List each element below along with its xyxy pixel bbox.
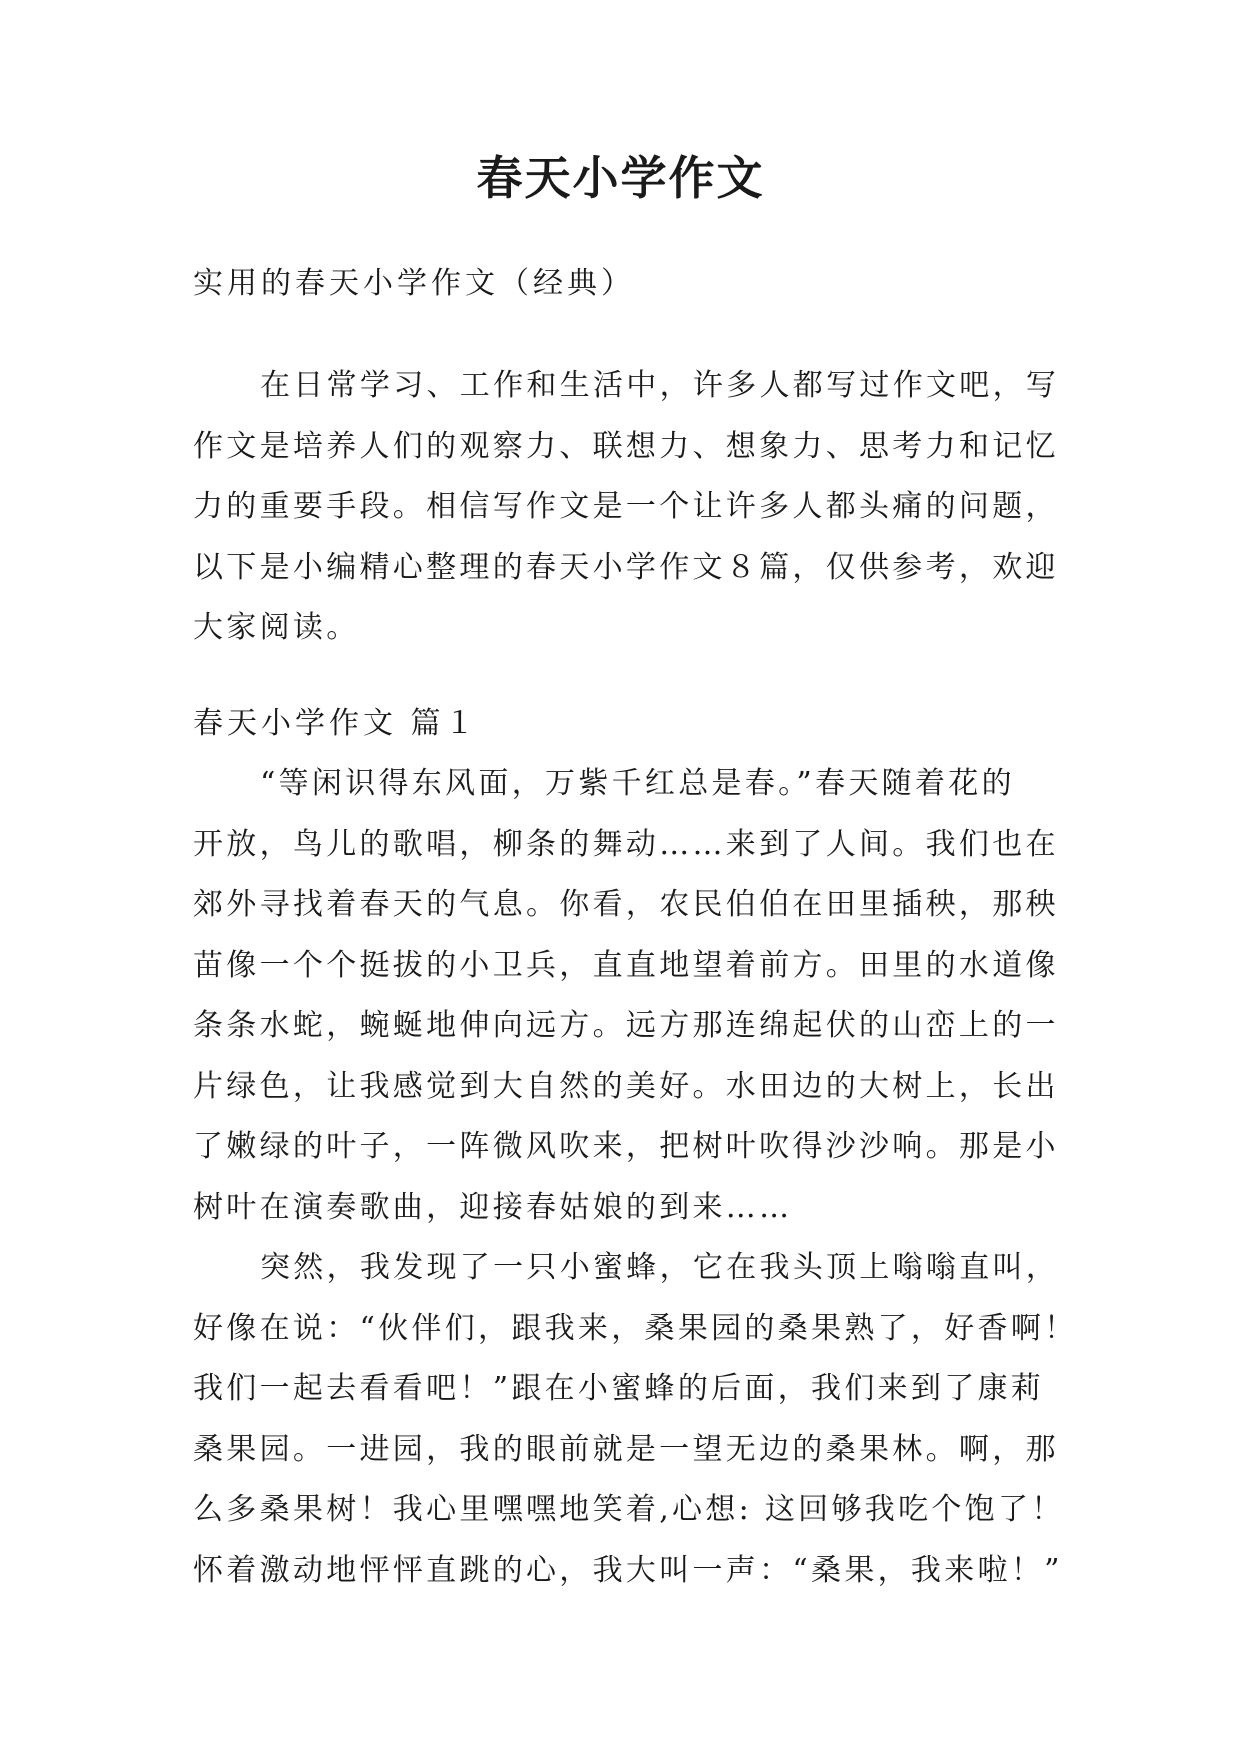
text-line: 桑果园。一进园，我的眼前就是一望无边的桑果林。啊，那 (193, 1431, 1059, 1467)
text-line: 怀着激动地怦怦直跳的心，我大叫一声：“桑果，我来啦！” (193, 1552, 1063, 1588)
intro-paragraph (193, 356, 1060, 659)
text-line: 作文是培养人们的观察力、联想力、想象力、思考力和记忆 (193, 428, 1059, 464)
text-line: 苗像一个个挺拔的小卫兵，直直地望着前方。田里的水道像 (193, 947, 1059, 983)
text-line: 树叶在演奏歌曲，迎接春姑娘的到来…… (193, 1189, 793, 1225)
document-subtitle: 实用的春天小学作文（经典） (193, 266, 635, 301)
text-line: 么多桑果树！我心里嘿嘿地笑着,心想: 这回够我吃个饱了！ (193, 1492, 1065, 1527)
body-paragraph-2 (193, 1238, 1078, 1601)
text-line: 以下是小编精心整理的春天小学作文８篇，仅供参考，欢迎 (193, 549, 1059, 585)
text-line: 条条水蛇，蜿蜒地伸向远方。远方那连绵起伏的山峦上的一 (193, 1008, 1059, 1043)
text-line: 在日常学习、工作和生活中，许多人都写过作文吧，写 (260, 368, 1060, 403)
text-line: 大家阅读。 (193, 610, 360, 645)
text-line: 突然，我发现了一只小蜜蜂，它在我头顶上嗡嗡直叫， (260, 1250, 1060, 1285)
text-line: 我们一起去看看吧！”跟在小蜜蜂的后面，我们来到了康莉 (193, 1371, 1045, 1406)
text-line: 好像在说：“伙伴们，跟我来，桑果园的桑果熟了，好香啊！ (193, 1310, 1078, 1346)
text-line: 力的重要手段。相信写作文是一个让许多人都头痛的问题， (193, 489, 1059, 524)
section-heading: 春天小学作文 篇１ (193, 706, 479, 741)
body-paragraph-1 (193, 754, 1059, 1238)
document-title: 春天小学作文 (476, 151, 765, 205)
text-line: 了嫩绿的叶子，一阵微风吹来，把树叶吹得沙沙响。那是小 (193, 1129, 1059, 1164)
text-line: 开放，鸟儿的歌唱，柳条的舞动……来到了人间。我们也在 (193, 826, 1059, 862)
text-line: 郊外寻找着春天的气息。你看，农民伯伯在田里插秧，那秧 (193, 887, 1059, 922)
text-line: “等闲识得东风面，万紫千红总是春。”春天随着花的 (260, 766, 1015, 801)
text-line: 片绿色，让我感觉到大自然的美好。水田边的大树上，长出 (193, 1068, 1059, 1104)
